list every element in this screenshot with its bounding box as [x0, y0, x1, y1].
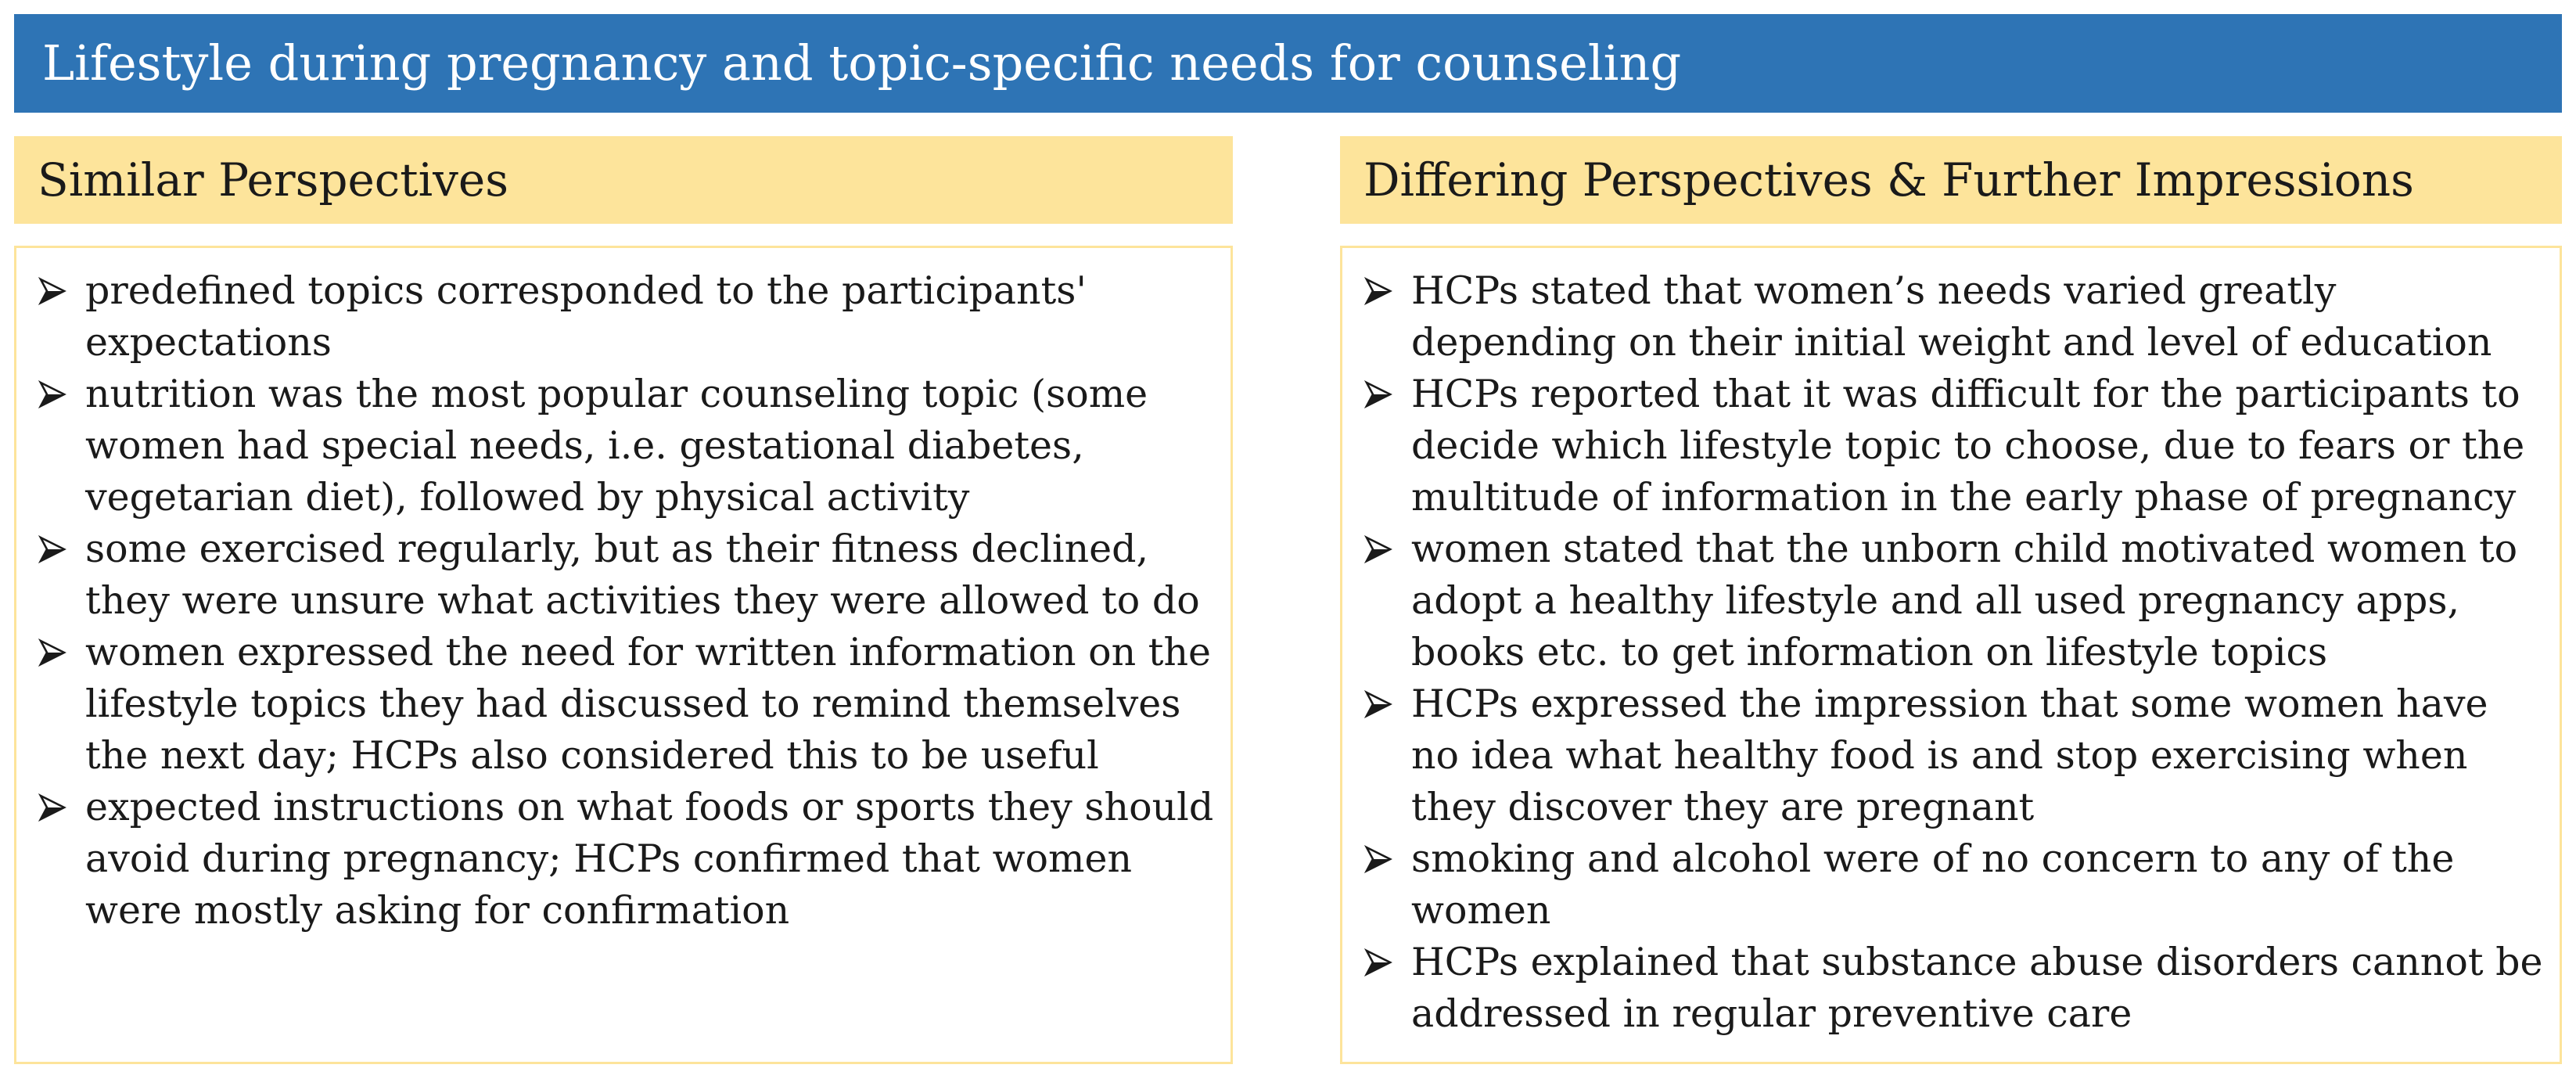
- arrowhead-bullet-icon: [1364, 833, 1399, 885]
- list-item: [1364, 833, 2547, 937]
- list-item-text: predefined topics corresponded to the participants' expectations: [85, 268, 1087, 365]
- list-item-text: HCPs reported that it was difficult for the participants to decide which lifestyle topic to choose, due to fears or the multitude of information in the early phase of pregnancy: [1411, 372, 2525, 520]
- list-item-text: women stated that the unborn child motivated women to adopt a healthy lifestyle and all used pregnancy apps, books etc. to get information on lifestyle topics: [1411, 527, 2518, 674]
- list-item-text: expected instructions on what foods or sports they should avoid during pregnancy; HCPs confirmed that women were mostly asking for confirmation: [85, 785, 1214, 933]
- list-item: [38, 265, 1218, 369]
- list-item-text: some exercised regularly, but as their fitness declined, they were unsure what activities they were allowed to do: [85, 527, 1200, 623]
- arrowhead-bullet-icon: [1364, 678, 1399, 730]
- arrowhead-bullet-icon: [1364, 369, 1399, 420]
- list-item-text: women expressed the need for written information on the lifestyle topics they had discussed to remind themselves the next day; HCPs also considered this to be useful: [85, 630, 1212, 778]
- column-header-label: Differing Perspectives & Further Impressions: [1363, 153, 2414, 207]
- list-item: [1364, 937, 2547, 1040]
- list-item-text: nutrition was the most popular counseling topic (some women had special needs, i.e. gestational diabetes, vegetarian diet), followed by physical activity: [85, 372, 1148, 520]
- list-item: [38, 523, 1218, 627]
- differing-perspectives-header: [1340, 136, 2562, 224]
- list-item: [1364, 678, 2547, 833]
- arrowhead-bullet-icon: [38, 265, 73, 317]
- list-item: [1364, 523, 2547, 678]
- arrowhead-bullet-icon: [1364, 937, 1399, 988]
- similar-perspectives-list: [38, 265, 1218, 937]
- list-item-text: smoking and alcohol were of no concern to any of the women: [1411, 836, 2455, 933]
- list-item: [38, 782, 1218, 937]
- title-bar: [14, 14, 2562, 113]
- list-item: [1364, 369, 2547, 523]
- list-item-text: HCPs stated that women’s needs varied greatly depending on their initial weight and level of education: [1411, 268, 2492, 365]
- differing-perspectives-box: [1340, 246, 2562, 1064]
- page-title: Lifestyle during pregnancy and topic-specific needs for counseling: [42, 34, 1682, 92]
- arrowhead-bullet-icon: [38, 782, 73, 833]
- list-item-text: HCPs expressed the impression that some women have no idea what healthy food is and stop exercising when they discover they are pregnant: [1411, 682, 2488, 829]
- arrowhead-bullet-icon: [1364, 523, 1399, 575]
- list-item-text: HCPs explained that substance abuse disorders cannot be addressed in regular preventive care: [1411, 940, 2543, 1036]
- arrowhead-bullet-icon: [38, 627, 73, 678]
- column-header-label: Similar Perspectives: [38, 153, 509, 207]
- list-item: [38, 627, 1218, 782]
- list-item: [38, 369, 1218, 523]
- similar-perspectives-box: [14, 246, 1233, 1064]
- arrowhead-bullet-icon: [38, 523, 73, 575]
- arrowhead-bullet-icon: [38, 369, 73, 420]
- arrowhead-bullet-icon: [1364, 265, 1399, 317]
- list-item: [1364, 265, 2547, 369]
- similar-perspectives-header: [14, 136, 1233, 224]
- differing-perspectives-list: [1364, 265, 2547, 1040]
